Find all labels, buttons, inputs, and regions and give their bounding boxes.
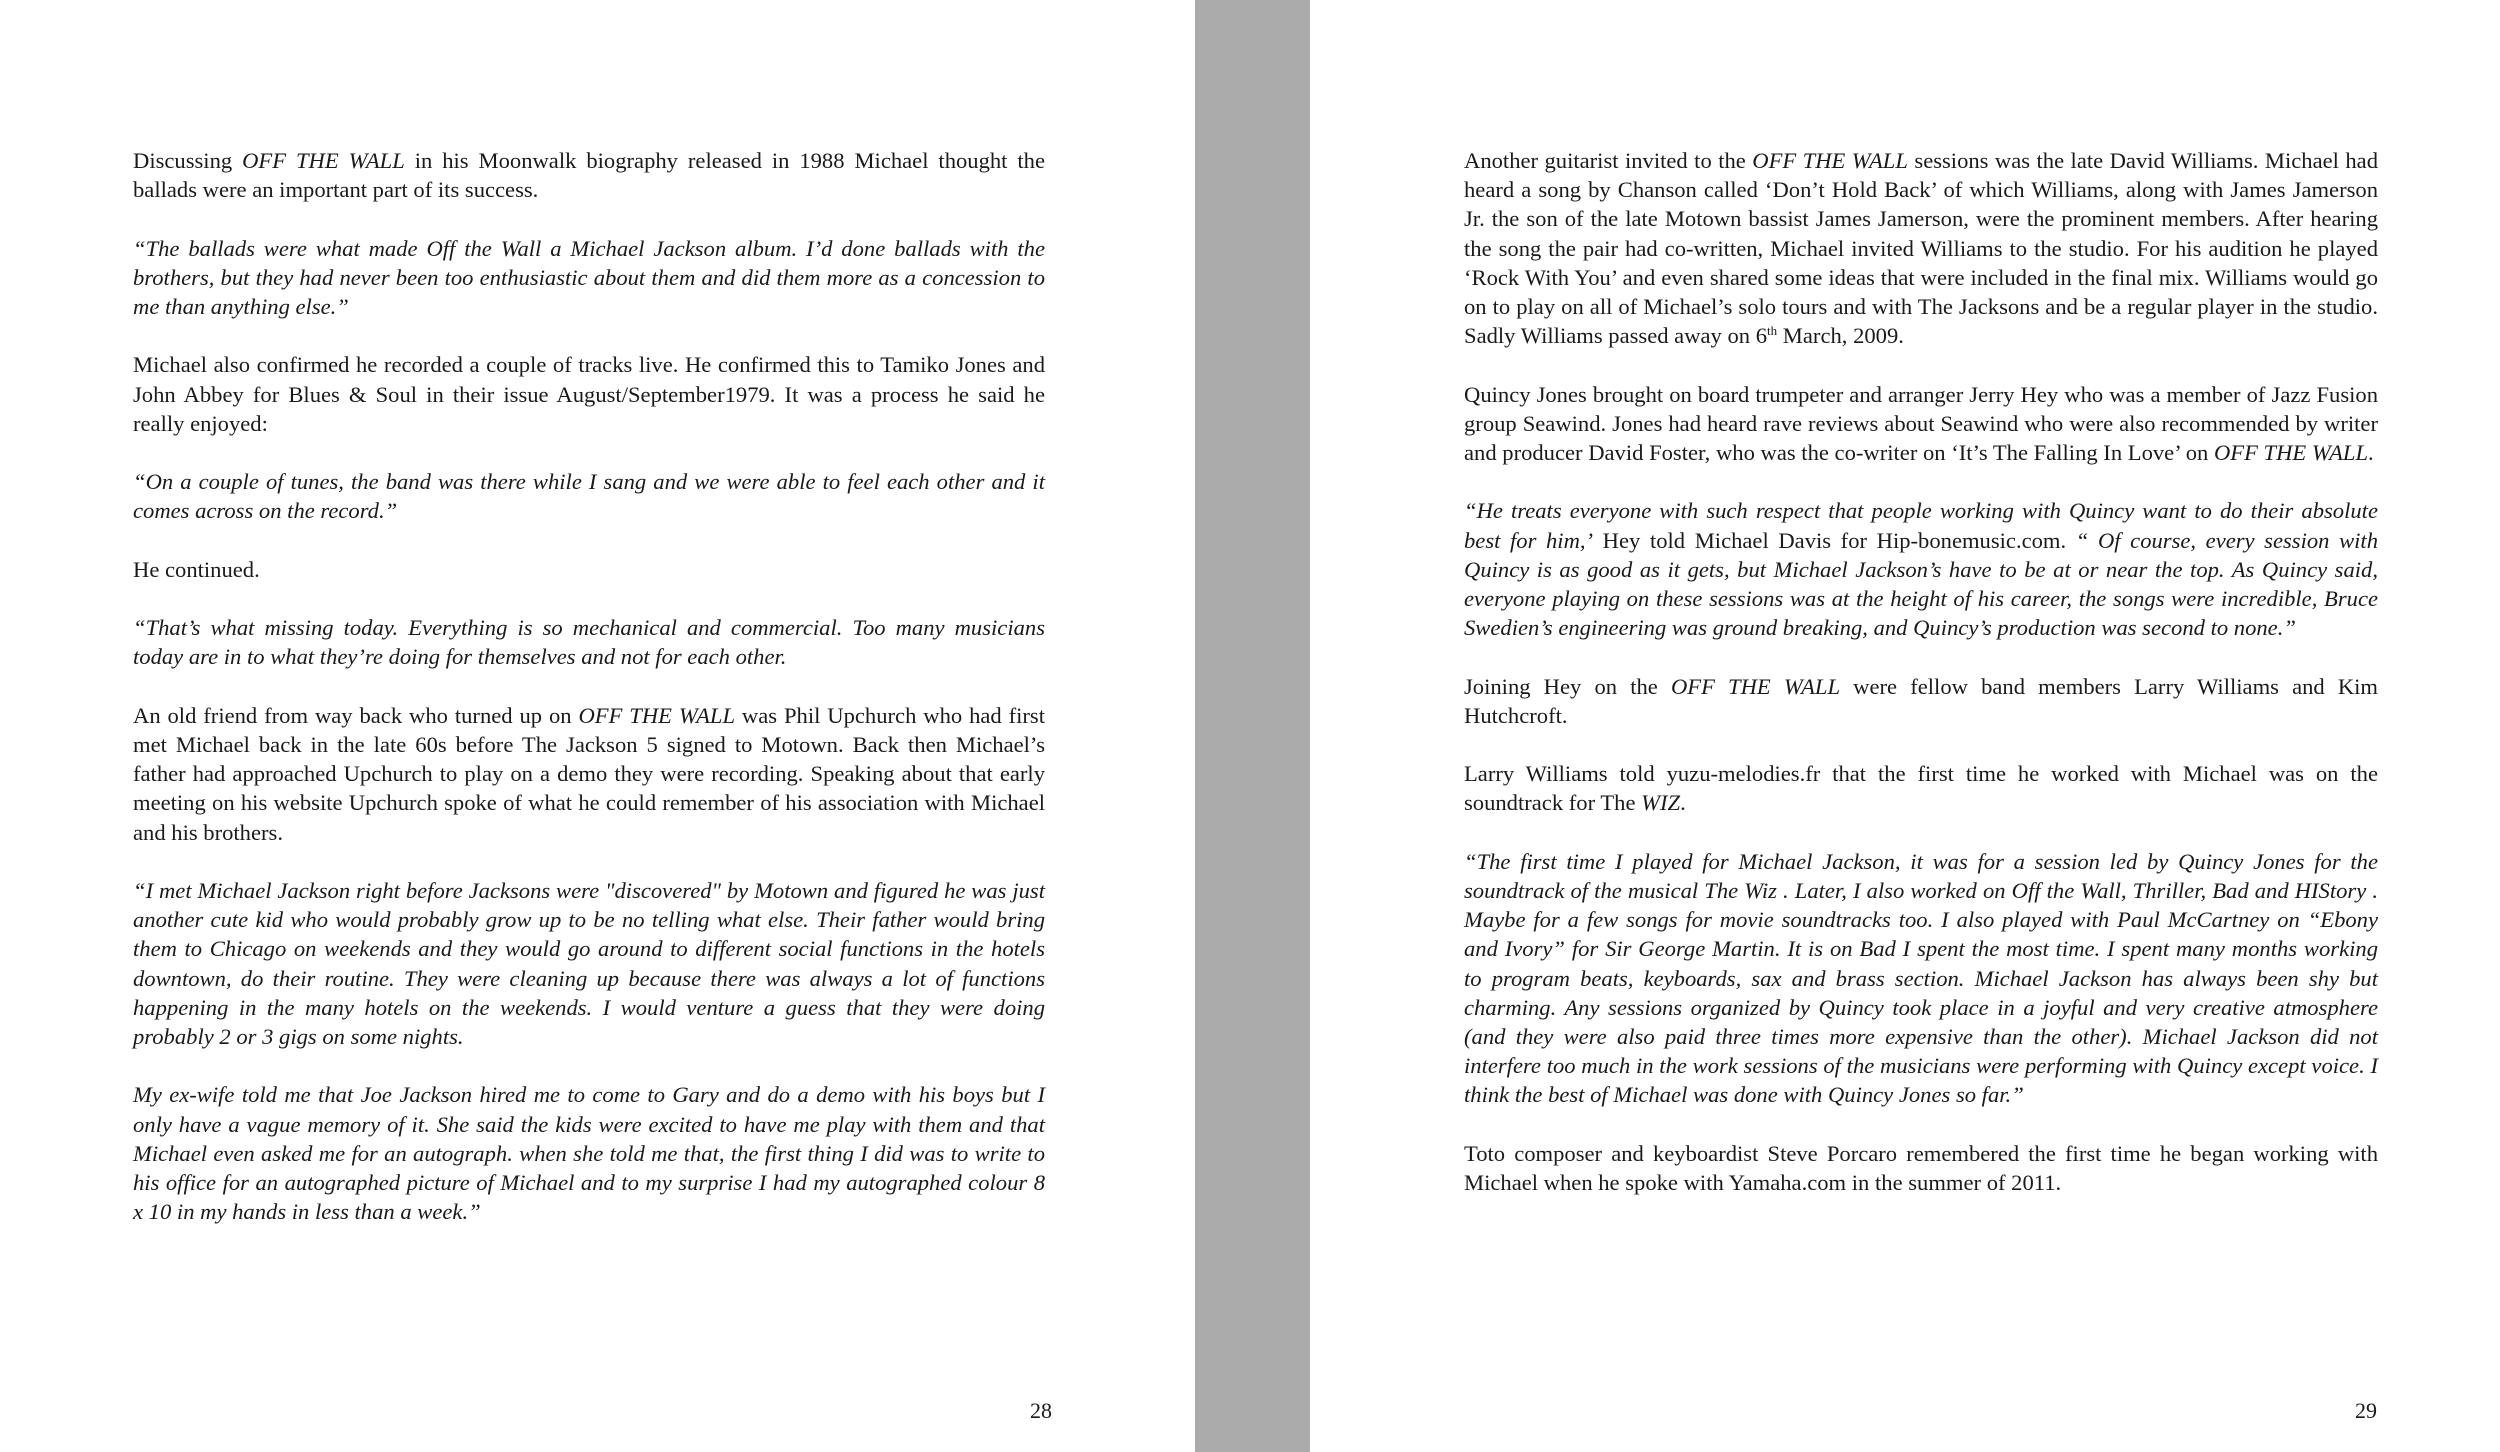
- quote-paragraph: [133, 613, 1045, 671]
- text-run: Quincy Jones brought on board trumpeter and arranger Jerry Hey who was a member of Jazz Fusion group Seawind. Jones had heard rave reviews about Seawind who were also recommended by writer and producer David Foster, who was the co-writer on ‘It’s The Falling In Love’ on: [1464, 381, 2378, 466]
- quote-paragraph: [133, 1080, 1045, 1226]
- text-run: “The first time I played for Michael Jackson, it was for a session led by Quincy Jones for the soundtrack of the musical The Wiz . Later, I also worked on Off the Wall, Thriller, Bad and HIStory . Maybe for a few songs for movie soundtracks too. I also played with Paul McCartney on “Ebony and Ivory” for Sir George Martin. It is on Bad I spent the most time. I spent many months working to program beats, keyboards, sax and brass section. Michael Jackson has always been shy but charming. Any sessions organized by Quincy took place in a joyful and very creative atmosphere (and they were also paid three times more expensive than the other). Michael Jackson did not interfere too much in the work sessions of the musicians were performing with Quincy except voice. I think the best of Michael was done with Quincy Jones so far.”: [1464, 848, 2378, 1108]
- text-run: Michael also confirmed he recorded a couple of tracks live. He confirmed this to Tamiko Jones and John Abbey for Blues & Soul in their issue August/September1979. It was a process he said he really enjoyed:: [133, 352, 1045, 436]
- body-paragraph: [1464, 146, 2378, 350]
- italic-run: OFF THE WALL: [1752, 148, 1908, 173]
- text-run: Joining Hey on the: [1464, 673, 1671, 699]
- left-page-text: [133, 146, 1045, 1256]
- italic-run: WIZ: [1641, 790, 1681, 816]
- italic-run: “He treats everyone with such respect that people working with Quincy want to do their absolute best for him,’: [1464, 498, 2378, 553]
- body-paragraph: [1464, 672, 2378, 730]
- text-run: Larry Williams told yuzu-melodies.fr that the first time he worked with Michael was on the soundtrack for The: [1464, 761, 2378, 816]
- italic-run: OFF THE WALL: [2213, 440, 2369, 466]
- body-paragraph: [133, 701, 1045, 847]
- text-run: “On a couple of tunes, the band was there while I sang and we were able to feel each other and it comes across on the record.”: [133, 469, 1045, 524]
- right-page-text: [1464, 146, 2378, 1226]
- text-run: “That’s what missing today. Everything is so mechanical and commercial. Too many musicians today are in to what they’re doing for themselves and not for each other.: [133, 615, 1045, 670]
- text-run: He continued.: [133, 556, 260, 582]
- body-paragraph: [1464, 759, 2378, 817]
- text-run: sessions was the late David Williams. Michael had heard a song by Chanson called ‘Don’t Hold Back’ of which Williams, along with James Jamerson Jr. the son of the late Motown bassist James Jamerson, were the prominent members. After hearing the song the pair had co-written, Michael invited Williams to the studio. For his audition he played ‘Rock With You’ and even shared some ideas that were included in the final mix. Williams would go on to play on all of Michael’s solo tours and with The Jacksons and be a regular player in the studio. Sadly Williams passed away on 6: [1464, 148, 2378, 349]
- quote-paragraph: [133, 876, 1045, 1051]
- italic-run: OFF THE WALL: [1670, 673, 1841, 699]
- body-paragraph: [1464, 496, 2378, 642]
- quote-paragraph: [133, 234, 1045, 322]
- italic-run: OFF THE WALL: [242, 148, 405, 173]
- body-paragraph: [133, 555, 1045, 584]
- text-run: Discussing: [133, 148, 243, 173]
- text-run: .: [2368, 440, 2374, 466]
- text-run: “I met Michael Jackson right before Jacksons were "discovered" by Motown and figured he was just another cute kid who would probably grow up to be no telling what else. Their father would bring them to Chicago on weekends and they would go around to different social functions in the hotels downtown, do their routine. They were cleaning up because there was always a lot of functions happening in the many hotels on the weekends. I would venture a guess that they were doing probably 2 or 3 gigs on some nights.: [133, 877, 1045, 1049]
- body-paragraph: [1464, 1139, 2378, 1197]
- quote-paragraph: [133, 467, 1045, 525]
- text-run: Hey told Michael Davis for Hip-bonemusic.com.: [1593, 527, 2076, 553]
- text-run: My ex-wife told me that Joe Jackson hired me to come to Gary and do a demo with his boys but I only have a vague memory of it. She said the kids were excited to have me play with them and that Michael even asked me for an autograph. when she told me that, the first thing I did was to write to his office for an autographed picture of Michael and to my surprise I had my autographed colour 8 x 10 in my hands in less than a week.”: [133, 1082, 1045, 1225]
- text-run: .: [1680, 790, 1686, 816]
- quote-paragraph: [1464, 847, 2378, 1110]
- left-page: [0, 0, 1195, 1452]
- body-paragraph: [133, 146, 1045, 204]
- page-number-left: 28: [1030, 1398, 1052, 1423]
- text-run: An old friend from way back who turned up on: [133, 702, 579, 728]
- text-run: were fellow band members Larry Williams and Kim Hutchcroft.: [1464, 673, 2379, 728]
- body-paragraph: [1464, 380, 2378, 468]
- italic-run: OFF THE WALL: [578, 702, 736, 728]
- text-run: “The ballads were what made Off the Wall a Michael Jackson album. I’d done ballads with the brothers, but they had never been too enthusiastic about them and did them more as a concession to me than anything else.”: [133, 235, 1045, 319]
- body-paragraph: [133, 350, 1045, 438]
- page-gutter: [1195, 0, 1310, 1452]
- text-run: Another guitarist invited to the: [1464, 148, 1753, 173]
- page-number-right: 29: [2355, 1398, 2377, 1423]
- text-run: March, 2009.: [1777, 323, 1904, 349]
- italic-run: “ Of course, every session with Quincy is as good as it gets, but Michael Jackson’s have to be at or near the top. As Quincy said, everyone playing on these sessions was at the height of his career, the songs were incredible, Bruce Swedien’s engineering was ground breaking, and Quincy’s production was second to none.”: [1464, 527, 2378, 641]
- text-run: was Phil Upchurch who had first met Michael back in the late 60s before The Jackson 5 signed to Motown. Back then Michael’s father had approached Upchurch to play on a demo they were recording. Speaking about that early meeting on his website Upchurch spoke of what he could remember of his association with Michael and his brothers.: [133, 702, 1045, 845]
- text-run: in his Moonwalk biography released in 1988 Michael thought the ballads were an important part of its success.: [133, 148, 1045, 203]
- superscript-run: th: [1767, 323, 1778, 339]
- right-page: [1310, 0, 2500, 1452]
- text-run: Toto composer and keyboardist Steve Porcaro remembered the first time he began working with Michael when he spoke with Yamaha.com in the summer of 2011.: [1464, 1140, 2378, 1196]
